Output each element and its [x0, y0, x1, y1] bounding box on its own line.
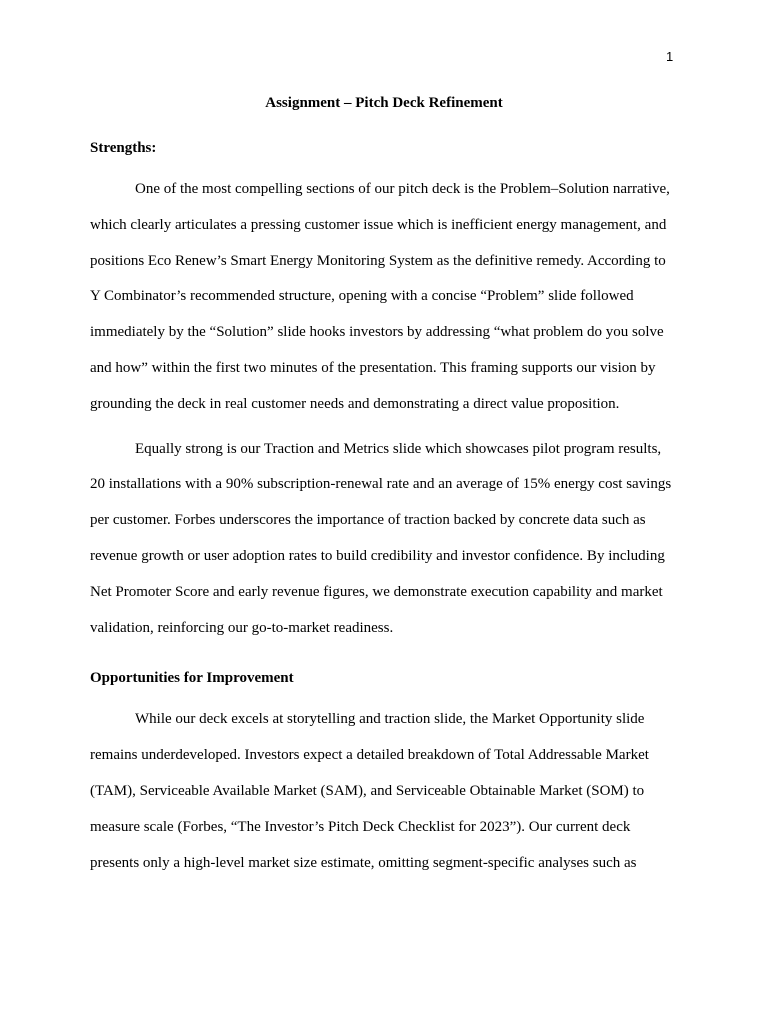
document-title: Assignment – Pitch Deck Refinement: [265, 95, 503, 111]
strengths-paragraph-2: Equally strong is our Traction and Metrics slide which showcases pilot program results, 20 installations with a 90% subscription-renewal rate and an average of 15% energy cost savings per customer. Forbes underscores the importance of traction backed by concrete data such as revenue growth or user adoption rates to build credibility and investor confidence. By including Net Promoter Score and early revenue figures, we demonstrate execution capability and market validation, reinforcing our go-to-market readiness.: [90, 440, 672, 636]
page-number: 1: [666, 49, 674, 64]
opportunities-paragraph-1: While our deck excels at storytelling and traction slide, the Market Opportunity slide remains underdeveloped. Investors expect a detailed breakdown of Total Addressable Market (TAM), Serviceable Available Market (SAM), and Serviceable Obtainable Market (SOM) to measure scale (Forbes, “The Investor’s Pitch Deck Checklist for 2023”). Our current deck presents only a high-level market size estimate, omitting segment-specific analyses such as: [90, 711, 649, 871]
document-body: [90, 90, 678, 881]
strengths-paragraph-1: One of the most compelling sections of our pitch deck is the Problem–Solution narrative, which clearly articulates a pressing customer issue which is inefficient energy management, and positions Eco Renew’s Smart Energy Monitoring System as the definitive remedy. According to Y Combinator’s recommended structure, opening with a concise “Problem” slide followed immediately by the “Solution” slide hooks investors by addressing “what problem do you solve and how” within the first two minutes of the presentation. This framing supports our vision by grounding the deck in real customer needs and demonstrating a direct value proposition.: [90, 181, 670, 412]
strengths-heading: Strengths:: [90, 140, 157, 156]
opportunities-heading: Opportunities for Improvement: [90, 670, 294, 687]
